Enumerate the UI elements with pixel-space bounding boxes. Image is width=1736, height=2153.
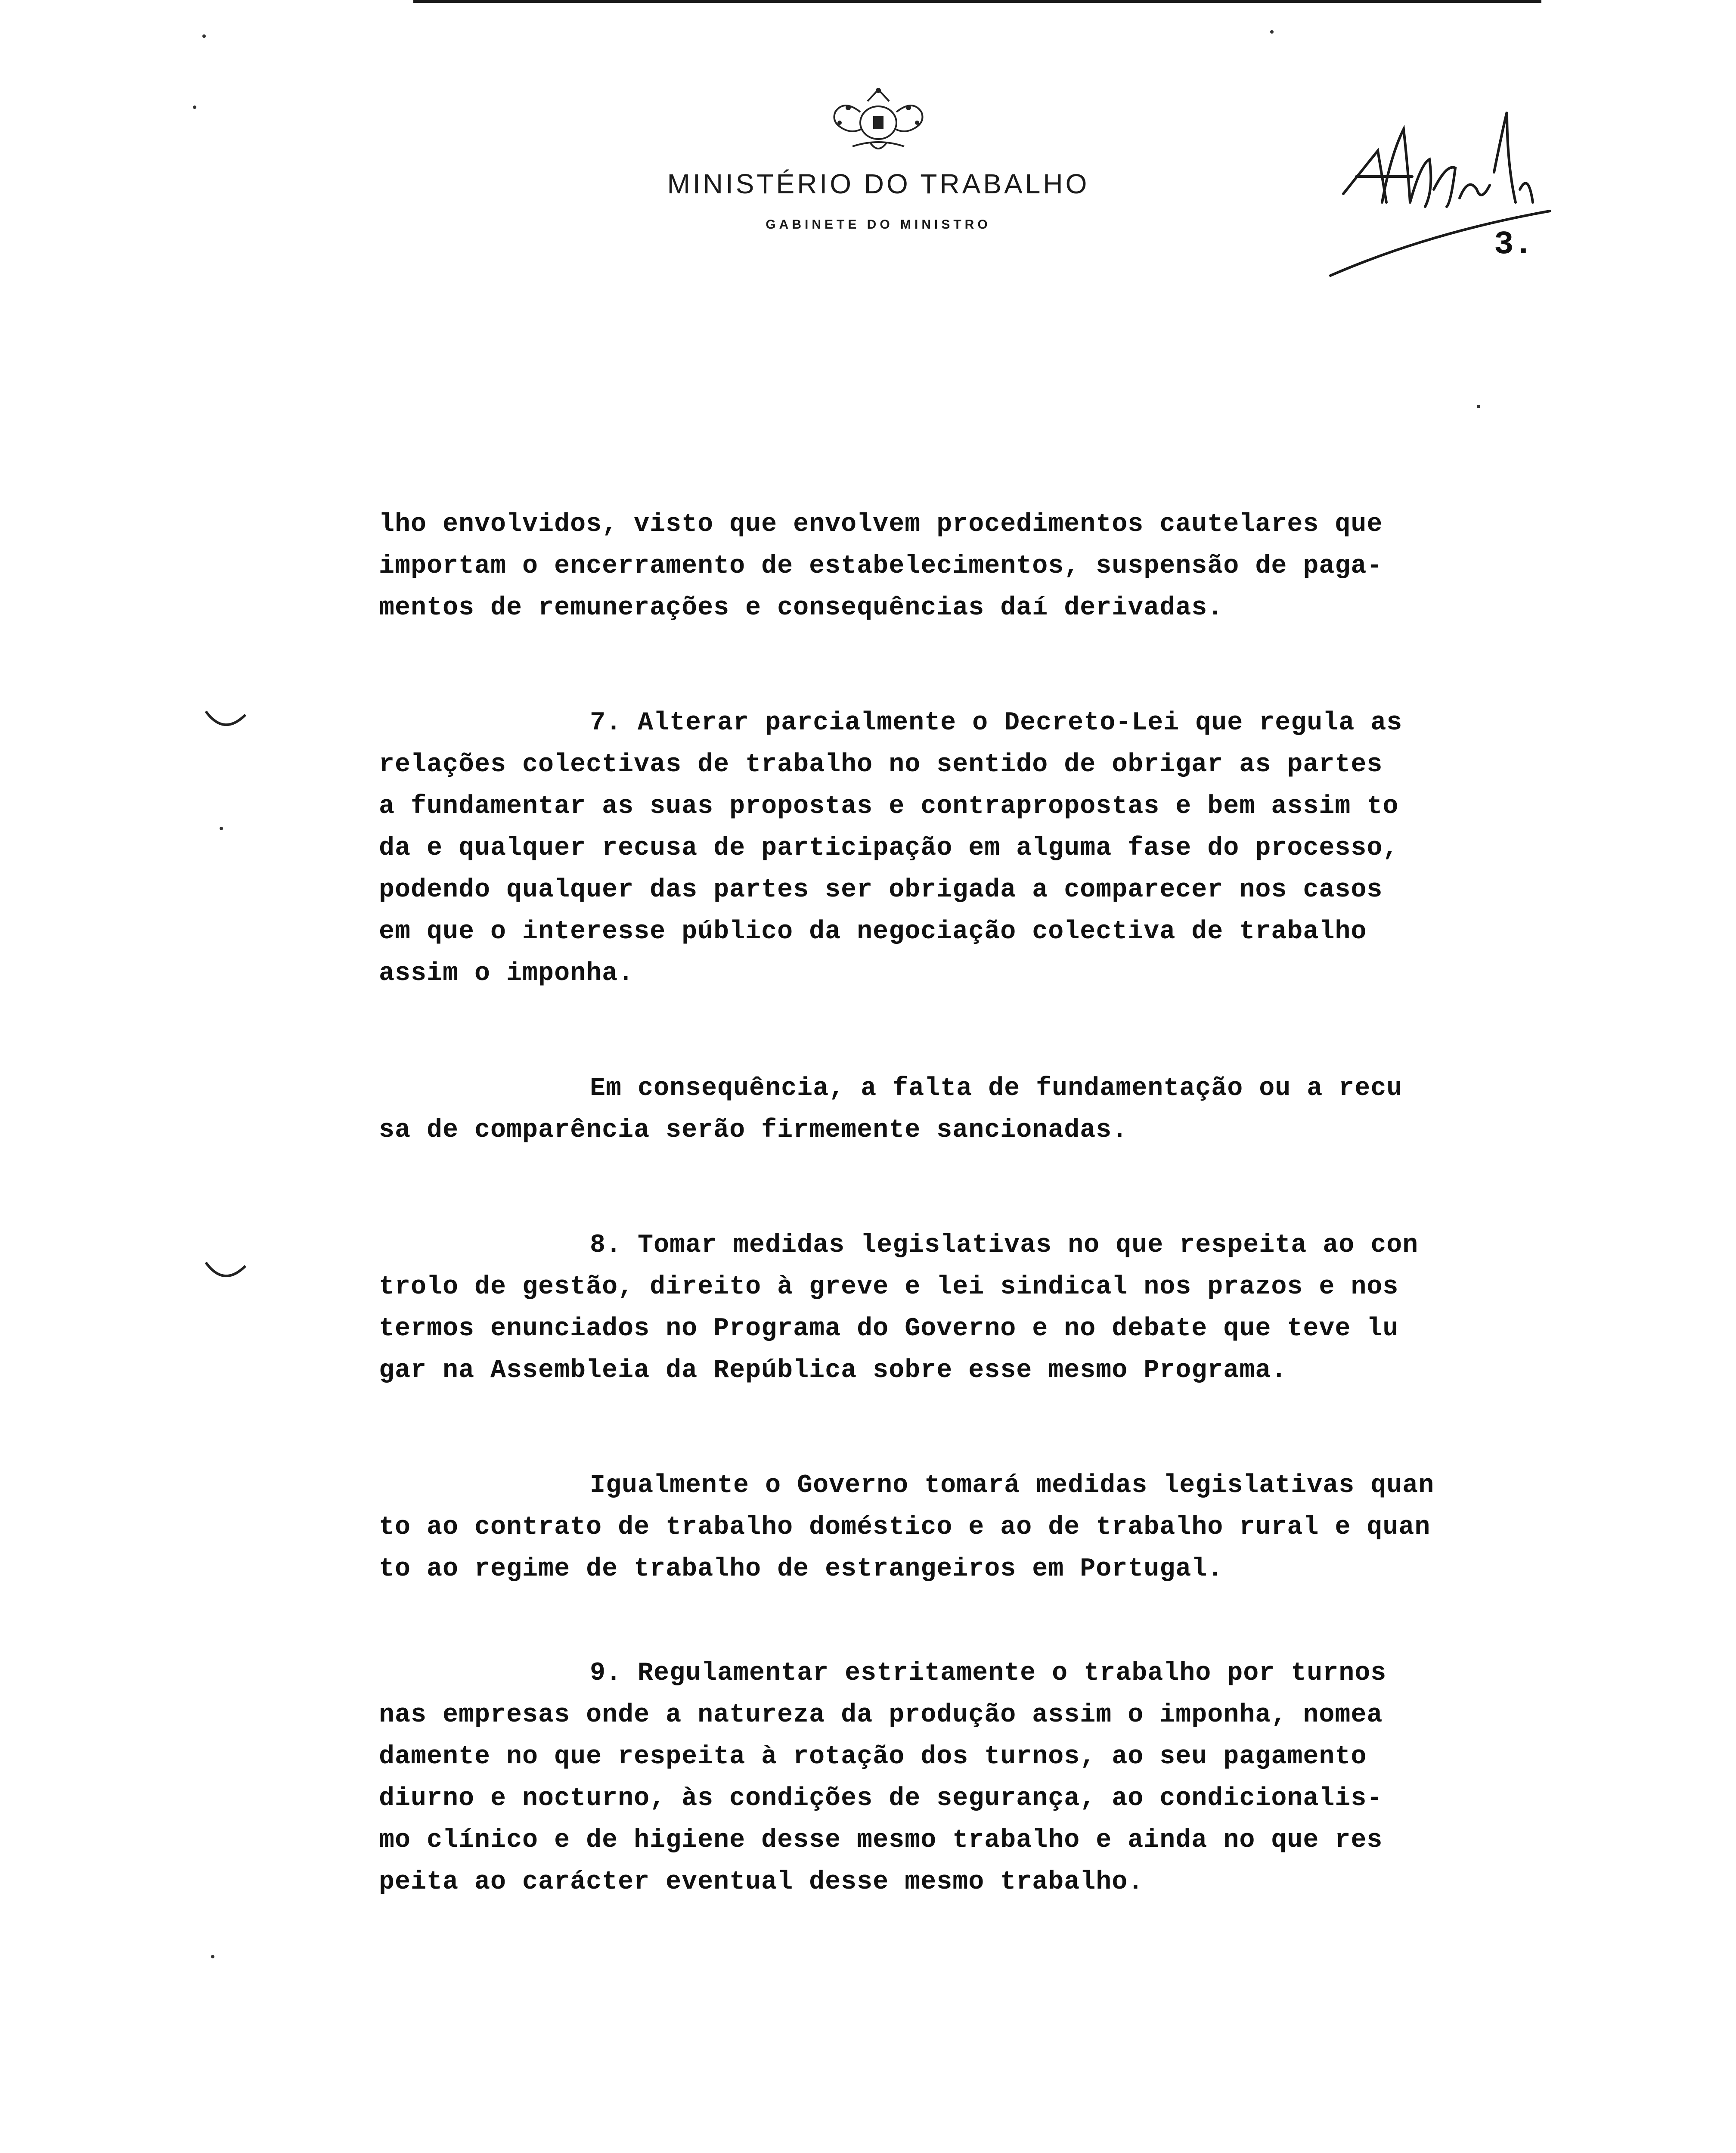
text-line: to ao contrato de trabalho doméstico e ao de trabalho rural e quan (379, 1513, 1431, 1542)
text-line: Em consequência, a falta de fundamentação ou a recu (590, 1074, 1403, 1103)
paragraph-7 (379, 702, 1520, 995)
scan-speck (220, 827, 223, 830)
text-line: mentos de remunerações e consequências daí derivadas. (379, 593, 1224, 623)
text-line: sa de comparência serão firmemente sancionadas. (379, 1116, 1128, 1145)
text-line: peita ao carácter eventual desse mesmo trabalho. (379, 1868, 1144, 1897)
text-line: 8. Tomar medidas legislativas no que respeita ao con (590, 1231, 1419, 1260)
paragraph-6-continuation (379, 504, 1520, 629)
text-line: diurno e nocturno, às condições de segurança, ao condicionalis- (379, 1784, 1383, 1813)
ministry-title: MINISTÉRIO DO TRABALHO (667, 168, 1090, 199)
text-line: Igualmente o Governo tomará medidas legislativas quan (590, 1471, 1435, 1500)
text-line: assim o imponha. (379, 959, 634, 988)
scan-speck (1270, 30, 1274, 34)
margin-mark-icon (202, 706, 250, 732)
paragraph-8 (379, 1225, 1520, 1392)
text-line: termos enunciados no Programa do Governo e no debate que teve lu (379, 1314, 1399, 1343)
text-line: damente no que respeita à rotação dos turnos, ao seu pagamento (379, 1742, 1367, 1771)
text-line: trolo de gestão, direito à greve e lei sindical nos prazos e nos (379, 1272, 1399, 1302)
margin-mark-icon (202, 1257, 250, 1283)
text-line: 9. Regulamentar estritamente o trabalho por turnos (590, 1659, 1387, 1688)
text-line: mo clínico e de higiene desse mesmo trabalho e ainda no que res (379, 1826, 1383, 1855)
text-line: em que o interesse público da negociação colectiva de trabalho (379, 917, 1367, 946)
text-line: a fundamentar as suas propostas e contrapropostas e bem assim to (379, 792, 1399, 821)
scan-speck (211, 1955, 214, 1958)
paragraph-equally (379, 1465, 1520, 1590)
scan-speck (202, 34, 206, 38)
scan-speck (193, 105, 196, 109)
top-rule (413, 0, 1541, 3)
paragraph-consequence (379, 1068, 1520, 1151)
page-number: 3. (1494, 226, 1534, 263)
text-line: lho envolvidos, visto que envolvem procedimentos cautelares que (379, 510, 1383, 539)
text-line: podendo qualquer das partes ser obrigada a comparecer nos casos (379, 875, 1383, 905)
scan-speck (1477, 405, 1480, 408)
document-body (379, 504, 1520, 1903)
text-line: to ao regime de trabalho de estrangeiros em Portugal. (379, 1554, 1224, 1584)
text-line: 7. Alterar parcialmente o Decreto-Lei que regula as (590, 708, 1403, 738)
text-line: gar na Assembleia da República sobre esse mesmo Programa. (379, 1356, 1287, 1385)
text-line: relações colectivas de trabalho no sentido de obrigar as partes (379, 750, 1383, 779)
text-line: nas empresas onde a natureza da produção assim o imponha, nomea (379, 1700, 1383, 1730)
cabinet-subtitle: GABINETE DO MINISTRO (766, 217, 991, 232)
text-line: importam o encerramento de estabelecimentos, suspensão de paga- (379, 552, 1383, 581)
text-line: da e qualquer recusa de participação em alguma fase do processo, (379, 834, 1399, 863)
paragraph-9 (379, 1653, 1520, 1903)
coat-of-arms-icon (827, 82, 930, 159)
